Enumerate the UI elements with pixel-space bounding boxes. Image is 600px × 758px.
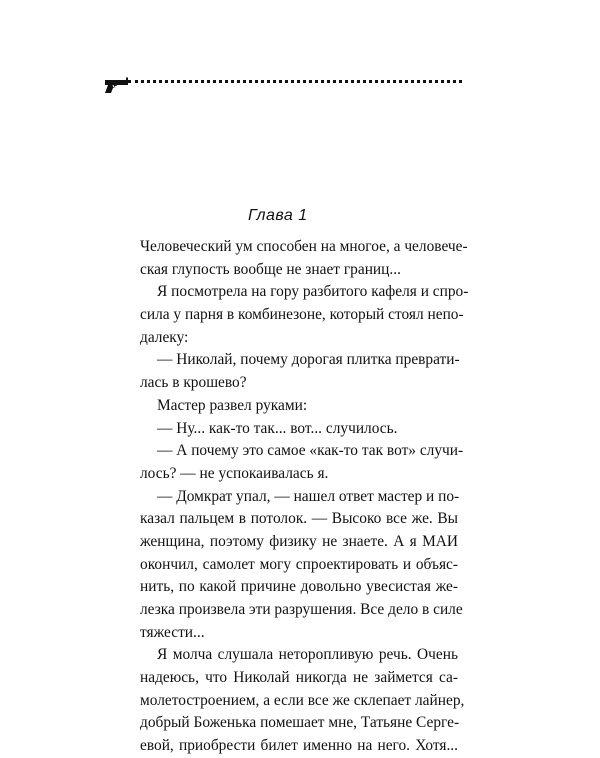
text-line: нить, по какой причине довольно увесистая же- — [140, 578, 458, 596]
text-line: надеюсь, что Николай никогда не займется са- — [140, 669, 458, 687]
dotted-rule — [128, 80, 462, 83]
text-line: окончил, самолет могу спроектировать и объяс- — [140, 555, 458, 573]
text-line: — А почему это самое «как-то так вот» случи- — [157, 442, 464, 460]
pistol-icon — [104, 76, 130, 94]
body-text — [140, 236, 469, 758]
text-line: лезка произвела эти разрушения. Все дело в силе — [140, 601, 463, 618]
header-ornament — [104, 74, 464, 96]
text-line: лась в крошево? — [140, 374, 247, 392]
text-line: ская глупость вообще не знает границ... — [140, 260, 401, 278]
text-line: далеку: — [140, 328, 189, 346]
text-line: — Николай, почему дорогая плитка преврати- — [157, 351, 460, 369]
text-line: лось? — не успокаивалась я. — [140, 464, 329, 482]
text-line: евой, приобрести билет именно на него. Хотя... — [140, 737, 458, 755]
text-line: Человеческий ум способен на многое, а человече- — [140, 238, 468, 255]
text-line: казал пальцем в потолок. — Высоко все же. Вы — [140, 510, 458, 528]
text-line: женщина, поэтому физику не знаете. А я МАИ — [140, 532, 458, 550]
text-line: тяжести... — [140, 623, 205, 641]
chapter-title: Глава 1 — [248, 207, 308, 224]
text-line: молетостроением, а если все же склепает лайнер, — [140, 691, 465, 709]
text-line: сила у парня в комбинезоне, который стоял непо- — [140, 306, 464, 324]
text-line: Мастер развел руками: — [157, 396, 308, 414]
text-line: — Ну... как-то так... вот... случилось. — [157, 419, 398, 437]
text-line: Я посмотрела на гору разбитого кафеля и спро- — [157, 283, 469, 301]
text-line: — Домкрат упал, — нашел ответ мастер и по- — [157, 487, 460, 505]
text-line: добрый Боженька помешает мне, Татьяне Серге- — [140, 714, 460, 732]
text-line: Я молча слушала неторопливую речь. Очень — [157, 646, 458, 664]
